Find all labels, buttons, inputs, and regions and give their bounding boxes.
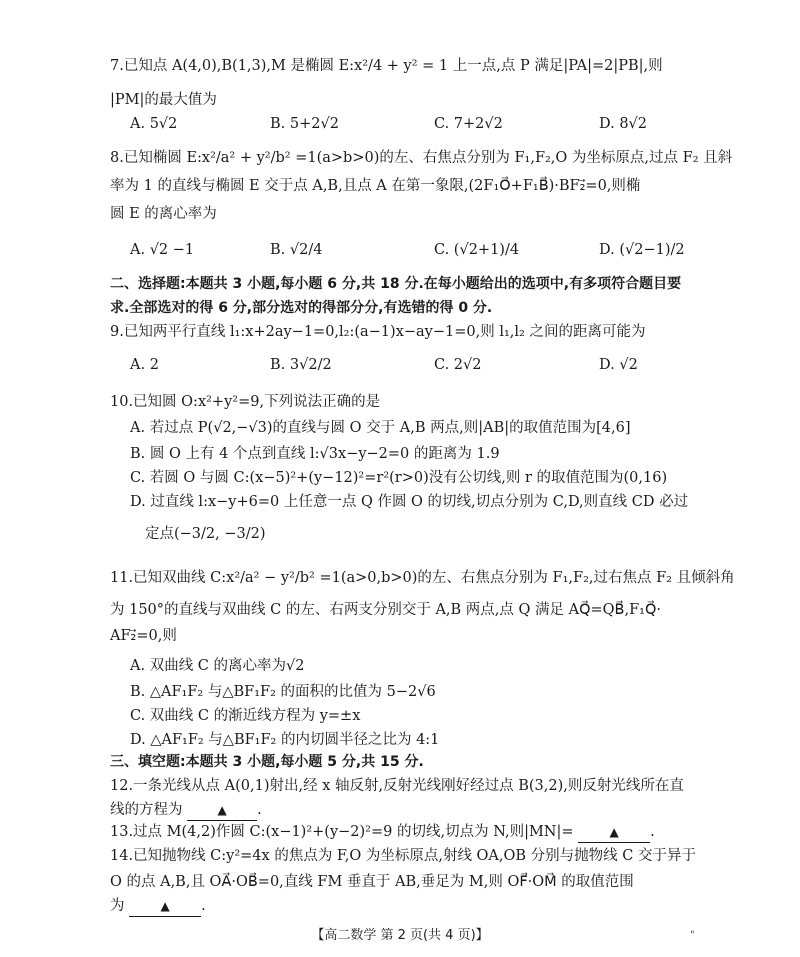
q7-line2: |PM|的最大值为 (110, 92, 217, 108)
q8-line2: 率为 1 的直线与椭圆 E 交于点 A,B,且点 A 在第一象限,(2F₁O⃗+F₁B⃗)·BF₂⃗=0,则椭 (110, 178, 641, 194)
q9-option-a: A. 2 (130, 357, 159, 373)
q7-option-b: B. 5+2√2 (270, 116, 339, 132)
q14-line3 (110, 896, 206, 917)
q12-end: . (257, 802, 262, 818)
q10-option-c: C. 若圆 O 与圆 C:(x−5)²+(y−12)²=r²(r>0)没有公切线,则 r 的取值范围为(0,16) (130, 470, 668, 486)
q10-option-d-line1: D. 过直线 l:x−y+6=0 上任意一点 Q 作圆 O 的切线,切点分别为 C,D,则直线 CD 必过 (130, 494, 689, 510)
q10-line1: 10.已知圆 O:x²+y²=9,下列说法正确的是 (110, 394, 381, 410)
q11-option-b: B. △AF₁F₂ 与△BF₁F₂ 的面积的比值为 5−2√6 (130, 684, 436, 700)
q10-option-b: B. 圆 O 上有 4 个点到直线 l:√3x−y−2=0 的距离为 1.9 (130, 446, 500, 462)
section3-heading: 三、填空题:本题共 3 小题,每小题 5 分,共 15 分. (110, 754, 424, 770)
q8-line3: 圆 E 的离心率为 (110, 206, 217, 222)
answer-triangle-icon: ▲ (160, 899, 170, 913)
q7-option-a: A. 5√2 (130, 116, 178, 132)
q8-option-a: A. √2 −1 (130, 242, 195, 258)
q9-option-b: B. 3√2/2 (270, 357, 332, 373)
q8-option-d: D. (√2−1)/2 (599, 242, 685, 258)
q13-end: . (650, 824, 655, 840)
q11-line1: 11.已知双曲线 C:x²/a² − y²/b² =1(a>0,b>0)的左、右焦点分别为 F₁,F₂,过右焦点 F₂ 且倾斜角 (110, 570, 735, 586)
q12-line2-text: 线的方程为 (110, 802, 183, 818)
q9-line1: 9.已知两平行直线 l₁:x+2ay−1=0,l₂:(a−1)x−ay−1=0,则 l₁,l₂ 之间的距离可能为 (110, 324, 646, 340)
q11-line2: 为 150°的直线与双曲线 C 的左、右两支分别交于 A,B 两点,点 Q 满足 AQ⃗=QB⃗,F₁Q⃗· (110, 602, 661, 618)
q10-option-a: A. 若过点 P(√2,−√3)的直线与圆 O 交于 A,B 两点,则|AB|的取值范围为[4,6] (130, 420, 631, 436)
q14-answer-blank (129, 896, 201, 917)
q12-line1: 12.一条光线从点 A(0,1)射出,经 x 轴反射,反射光线刚好经过点 B(3,2),则反射光线所在直 (110, 778, 684, 794)
q11-option-c: C. 双曲线 C 的渐近线方程为 y=±x (130, 708, 361, 724)
q11-option-d: D. △AF₁F₂ 与△BF₁F₂ 的内切圆半径之比为 4:1 (130, 732, 440, 748)
section2-line1: 二、选择题:本题共 3 小题,每小题 6 分,共 18 分.在每小题给出的选项中,有多项符合题目要 (110, 276, 682, 292)
answer-triangle-icon: ▲ (217, 803, 227, 817)
q14-line3-text: 为 (110, 898, 125, 914)
q11-option-a: A. 双曲线 C 的离心率为√2 (130, 658, 305, 674)
corner-mark: " (690, 930, 695, 941)
q13-answer-blank (578, 822, 650, 843)
q13-line1 (110, 822, 655, 843)
q14-line1: 14.已知抛物线 C:y²=4x 的焦点为 F,O 为坐标原点,射线 OA,OB 分别与抛物线 C 交于异于 (110, 848, 696, 864)
q14-line2: O 的点 A,B,且 OA⃗·OB⃗=0,直线 FM 垂直于 AB,垂足为 M,则 OF⃗·OM⃗ 的取值范围 (110, 874, 634, 890)
q10-option-d-line2: 定点(−3/2, −3/2) (145, 526, 266, 542)
q11-line3: AF₂⃗=0,则 (110, 628, 177, 644)
q12-line2 (110, 800, 262, 821)
page-footer: 【高二数学 第 2 页(共 4 页)】 (311, 928, 489, 943)
q8-option-c: C. (√2+1)/4 (434, 242, 520, 258)
section2-line2: 求.全部选对的得 6 分,部分选对的得部分分,有选错的得 0 分. (110, 300, 493, 316)
q7-option-d: D. 8√2 (599, 116, 648, 132)
q12-answer-blank (187, 800, 257, 821)
q7-line1: 7.已知点 A(4,0),B(1,3),M 是椭圆 E:x²/4 + y² = 1 上一点,点 P 满足|PA|=2|PB|,则 (110, 58, 663, 74)
q14-end: . (201, 898, 206, 914)
q7-option-c: C. 7+2√2 (434, 116, 503, 132)
q8-line1: 8.已知椭圆 E:x²/a² + y²/b² =1(a>b>0)的左、右焦点分别为 F₁,F₂,O 为坐标原点,过点 F₂ 且斜 (110, 150, 733, 166)
answer-triangle-icon: ▲ (609, 825, 619, 839)
q8-option-b: B. √2/4 (270, 242, 323, 258)
q9-option-d: D. √2 (599, 357, 638, 373)
q13-line1-text: 13.过点 M(4,2)作圆 C:(x−1)²+(y−2)²=9 的切线,切点为 N,则|MN|= (110, 824, 574, 840)
q9-option-c: C. 2√2 (434, 357, 482, 373)
